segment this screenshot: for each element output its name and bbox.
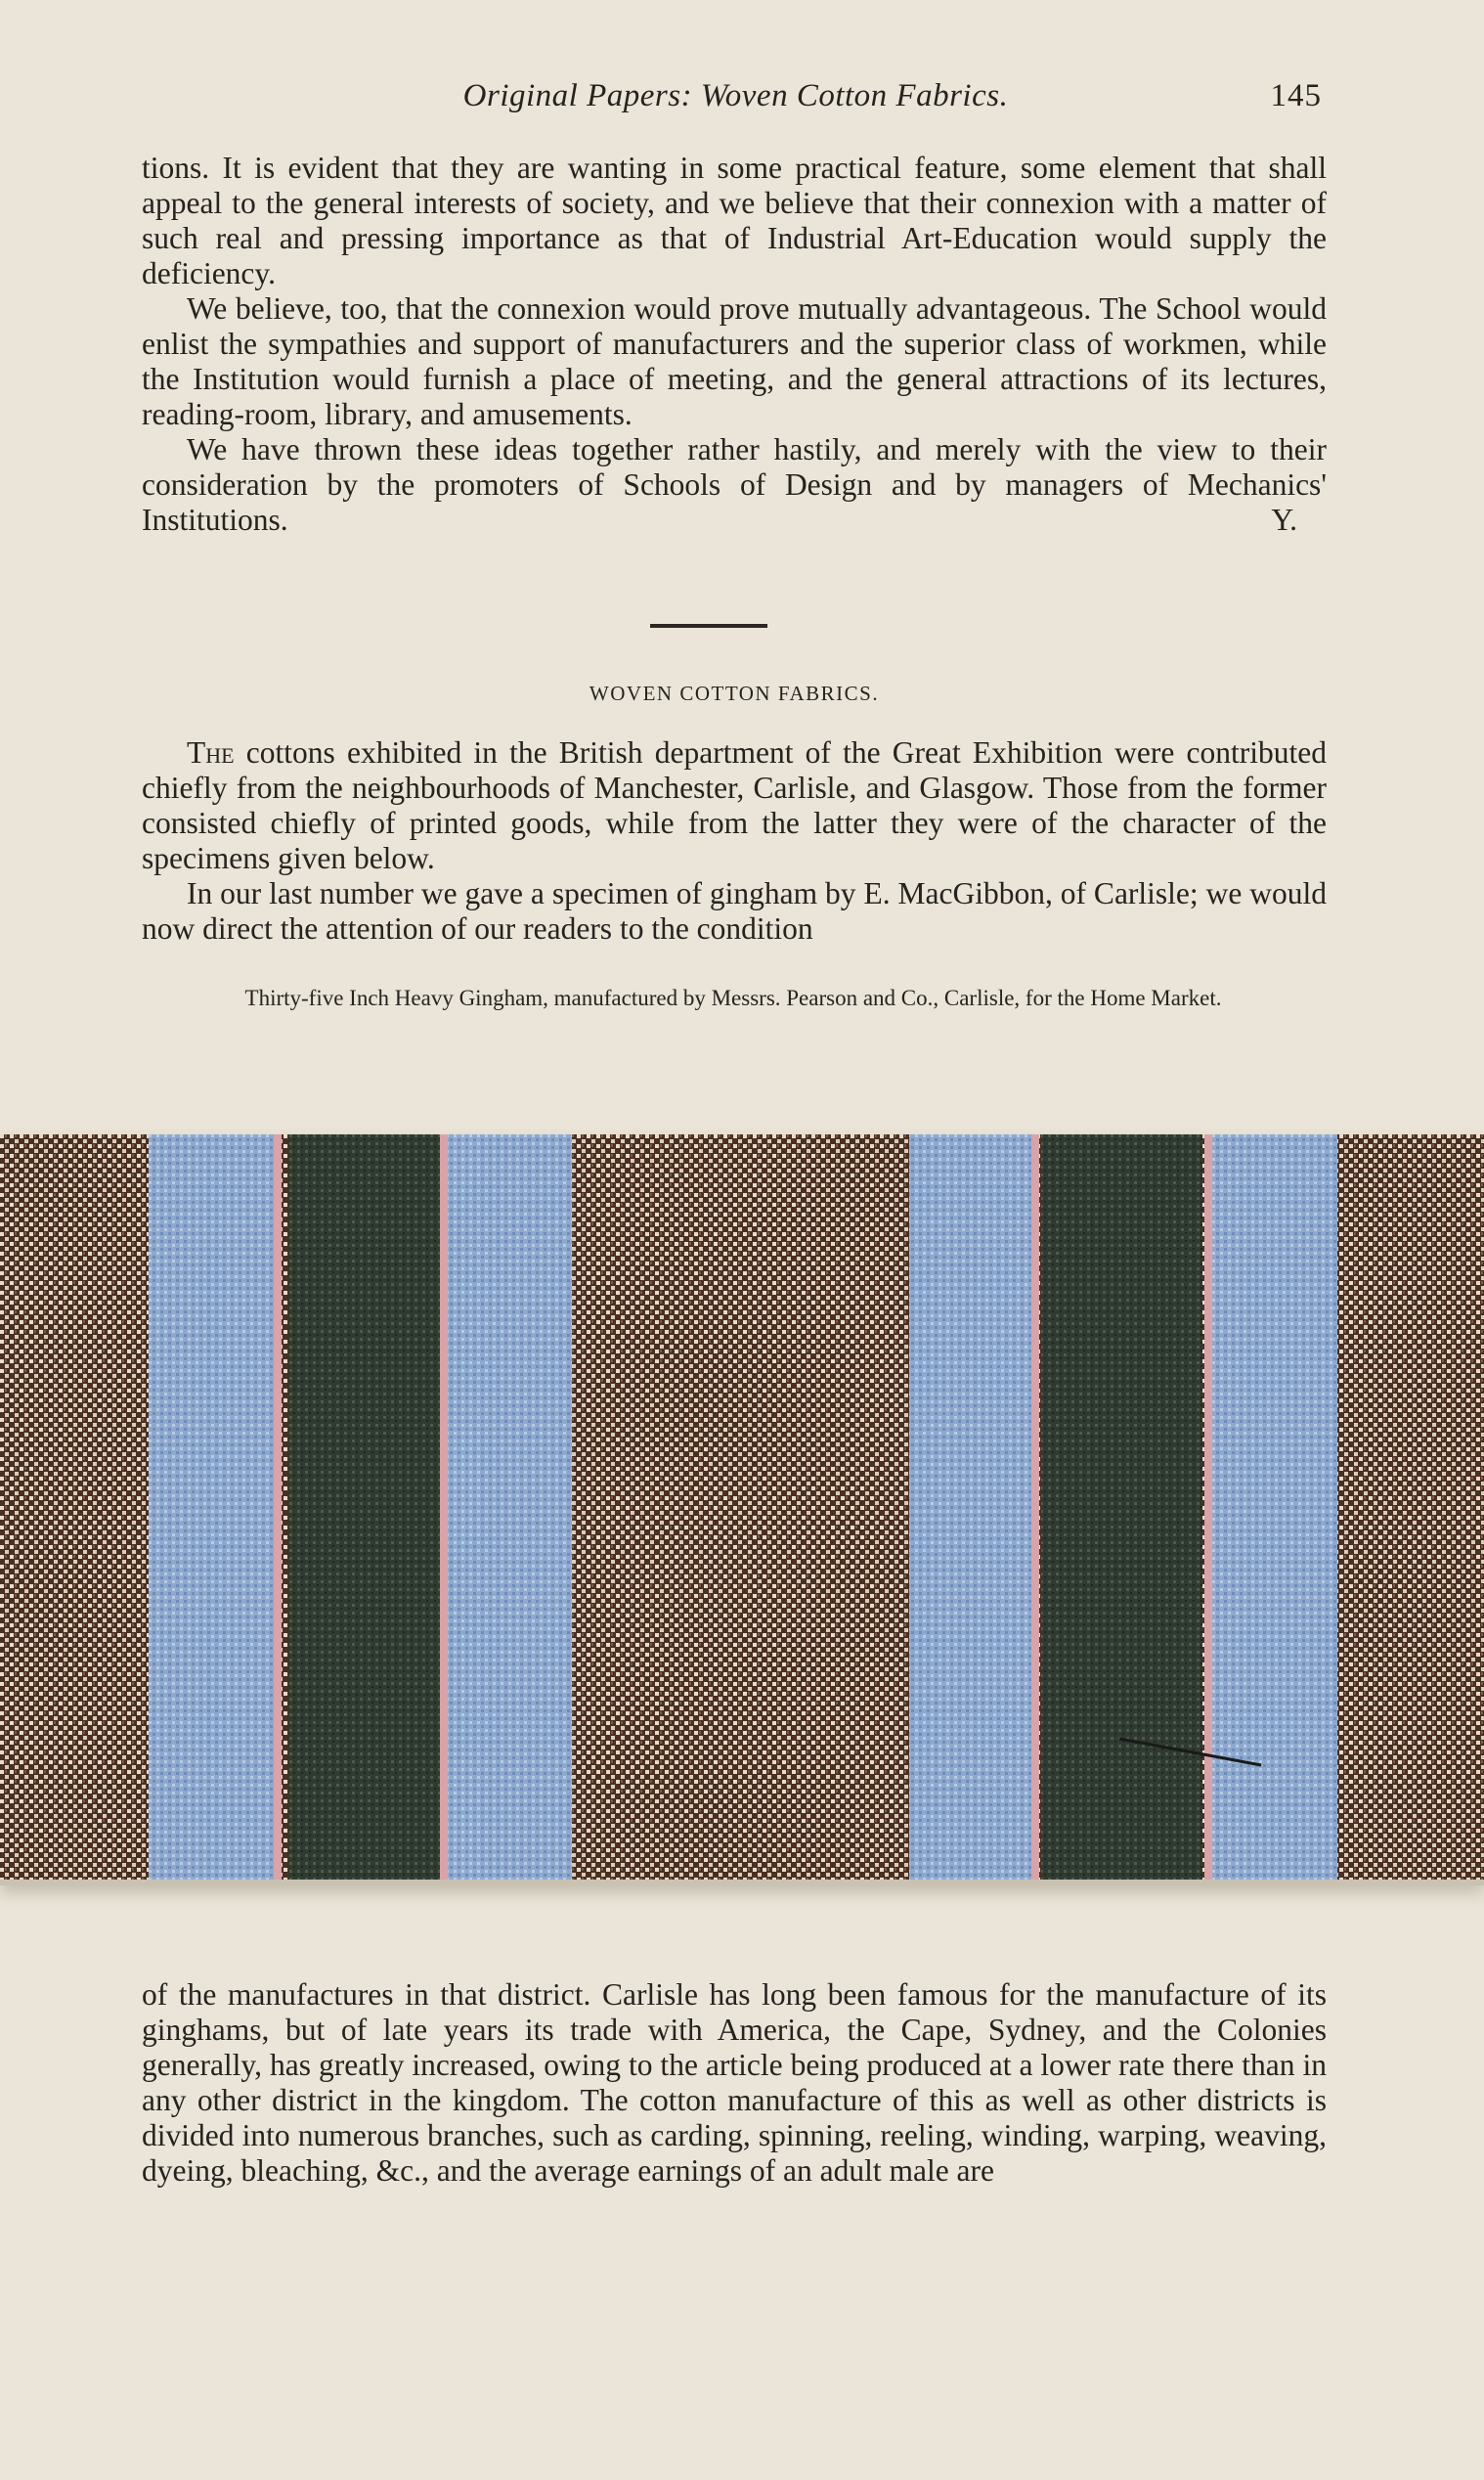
author-signature: Y.: [1271, 503, 1297, 537]
blue-stripe: [445, 1134, 572, 1880]
pink-pinstripe: [1204, 1134, 1212, 1880]
paragraph: In our last number we gave a specimen of gingham by E. MacGibbon, of Carlisle; we would now direct the attention of our readers to the condition: [142, 876, 1327, 946]
running-header: [142, 78, 1330, 123]
paragraph-text: cottons exhibited in the British department of the Great Exhibition were contributed chiefly from the neighbourhoods of Manchester, Carlisle, and Glasgow. Those from the former consisted chiefly of printed goods, while from the latter they were of the character of the specimens given below.: [142, 735, 1327, 875]
section-divider: [650, 624, 767, 628]
green-stripe: [288, 1134, 440, 1880]
blue-stripe: [909, 1134, 1031, 1880]
paragraph: [142, 432, 1327, 538]
article-title: WOVEN COTTON FABRICS.: [589, 682, 880, 705]
fabric-swatch-icon: [0, 1134, 1484, 1880]
green-stripe: [1041, 1134, 1202, 1880]
sample-caption: Thirty-five Inch Heavy Gingham, manufactured by Messrs. Pearson and Co., Carlisle, for the Home Market.: [244, 986, 1222, 1010]
paragraph: We believe, too, that the connexion would prove mutually advantageous. The School would enlist the sympathies and support of manufacturers and the superior class of workmen, while the Institution would furnish a place of meeting, and the general attractions of its lectures, reading-room, library, and amusements.: [142, 291, 1327, 431]
page-number: 145: [1270, 78, 1322, 113]
paragraph: tions. It is evident that they are wanting in some practical feature, some element that shall appeal to the general interests of society, and we believe that their connexion with a matter of such real and pressing importance as that of Industrial Art-Education would supply the deficiency.: [142, 151, 1327, 290]
gingham-fabric-swatch: [0, 1134, 1484, 1885]
pink-pinstripe: [274, 1134, 282, 1880]
blue-stripe: [1210, 1134, 1337, 1880]
paragraph: of the manufactures in that district. Carlisle has long been famous for the manufacture of its ginghams, but of late years its trade with America, the Cape, Sydney, and the Colonies generally, has greatly increased, owing to the article being produced at a lower rate there than in any other district in the kingdom. The cotton manufacture of this as well as other districts is divided into numerous branches, such as carding, spinning, reeling, winding, warping, weaving, dyeing, bleaching, &c., and the average earnings of an adult male are: [142, 1977, 1327, 2188]
pink-pinstripe: [1031, 1134, 1039, 1880]
running-title: Original Papers: Woven Cotton Fabrics.: [462, 78, 1009, 113]
blue-stripe: [149, 1134, 276, 1880]
paragraph-text: We have thrown these ideas together rather hastily, and merely with the view to their consideration by the promoters of Schools of Design and by managers of Mechanics' Institutions.: [142, 432, 1327, 537]
paragraph: [142, 735, 1327, 876]
pink-pinstripe: [440, 1134, 448, 1880]
article-continued-text: [142, 1977, 1327, 2189]
article-intro-text: [142, 735, 1327, 947]
continued-article-text: [142, 151, 1327, 538]
lead-word: The: [187, 735, 235, 770]
